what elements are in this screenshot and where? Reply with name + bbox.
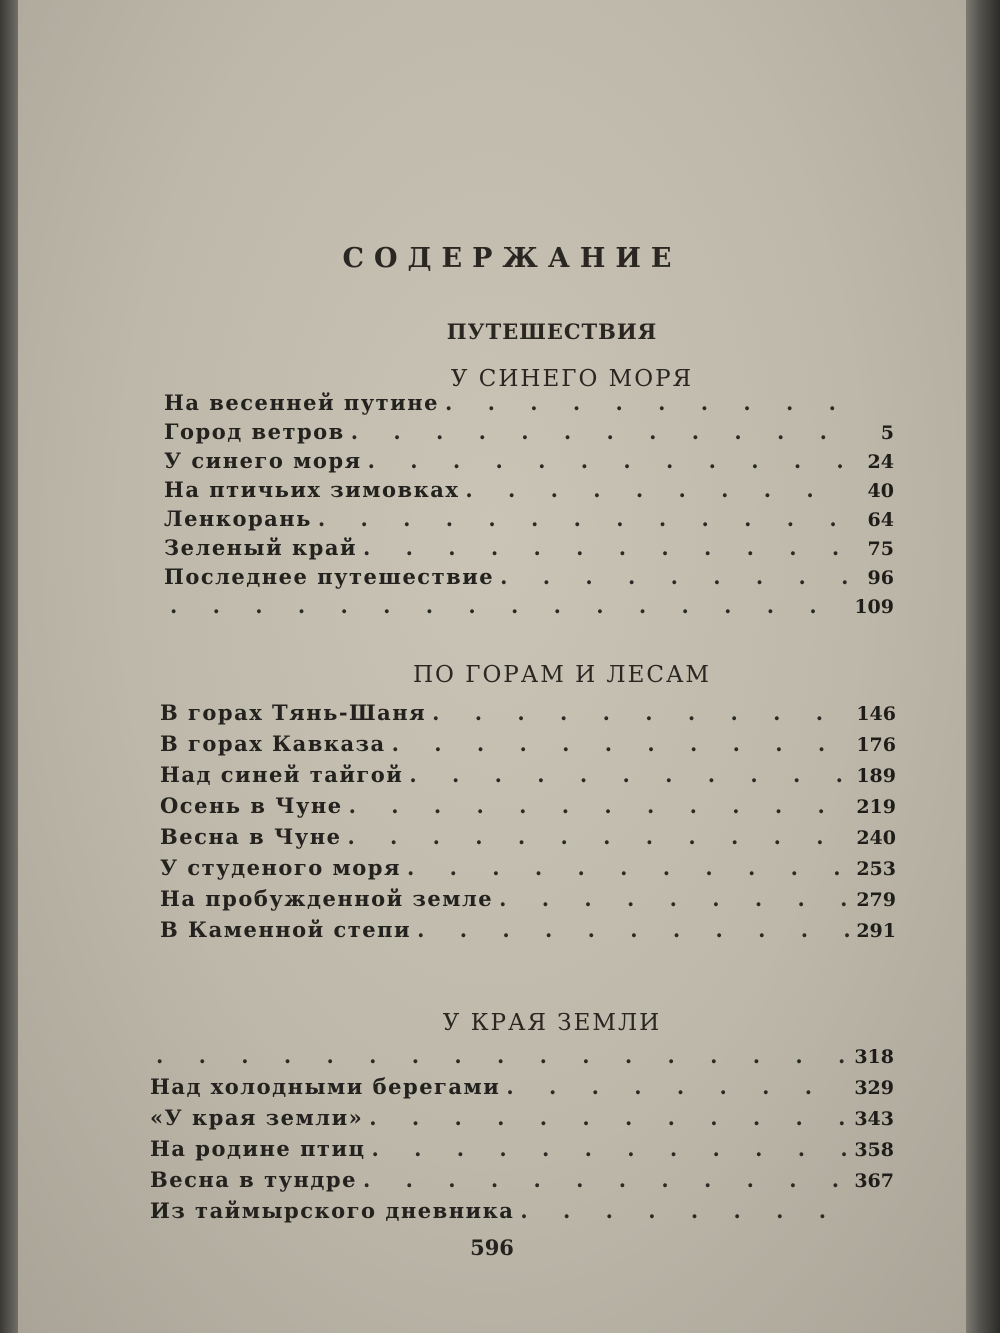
toc-entry-title: В Каменной степи — [160, 917, 412, 942]
toc-entry — [150, 1167, 894, 1198]
toc-entry-page: 75 — [867, 538, 894, 560]
dot-leader — [363, 535, 850, 560]
toc-entry — [160, 762, 896, 793]
toc-entry-page: 318 — [854, 1046, 894, 1068]
dot-leader — [170, 593, 848, 618]
toc-entry-page: 146 — [856, 703, 896, 725]
toc-entry-page: 343 — [854, 1108, 894, 1130]
toc-entry — [160, 731, 896, 762]
toc-entry-title: Над холодными берегами — [150, 1074, 501, 1099]
toc-section-3 — [150, 1043, 894, 1229]
toc-entry-title: На птичьих зимовках — [164, 477, 460, 502]
toc-entry — [160, 700, 896, 731]
toc-entry-page: 176 — [856, 734, 896, 756]
toc-entry — [160, 855, 896, 886]
toc-entry-title: Над синей тайгой — [160, 762, 404, 787]
toc-entry — [160, 824, 896, 855]
toc-entry — [164, 448, 894, 477]
section-heading: У СИНЕГО МОРЯ — [450, 366, 694, 392]
dot-leader — [500, 564, 850, 589]
toc-entry-page: 240 — [856, 827, 896, 849]
toc-entry — [150, 1136, 894, 1167]
toc-section-2 — [160, 700, 896, 948]
toc-entry-title: Весна в тундре — [150, 1167, 357, 1192]
page-number: 596 — [470, 1235, 514, 1260]
toc-entry-title: Из таймырского дневника — [150, 1198, 515, 1223]
toc-entry-title: Зеленый край — [164, 535, 358, 560]
toc-entry-page: 96 — [867, 567, 894, 589]
toc-entry-page: 329 — [854, 1077, 894, 1099]
toc-entry — [160, 917, 896, 948]
dot-leader — [432, 700, 850, 725]
toc-entry-title: Город ветров — [164, 419, 345, 444]
toc-entry — [150, 1074, 894, 1105]
toc-entry — [164, 535, 894, 564]
dot-leader — [409, 762, 850, 787]
toc-entry — [160, 793, 896, 824]
toc-entry-title: В горах Кавказа — [160, 731, 386, 756]
toc-entry-title: «У края земли» — [150, 1105, 364, 1130]
toc-entry-page: 367 — [854, 1170, 894, 1192]
toc-entry-title: Весна в Чуне — [160, 824, 342, 849]
toc-entry — [164, 564, 894, 593]
dot-leader — [363, 1167, 848, 1192]
dot-leader — [351, 419, 850, 444]
part-title: ПУТЕШЕСТВИЯ — [446, 319, 658, 344]
toc-entry-page: 358 — [854, 1139, 894, 1161]
toc-entry — [164, 506, 894, 535]
contents-title: СОДЕРЖАНИЕ — [342, 243, 682, 274]
dot-leader — [392, 731, 851, 756]
dot-leader — [318, 506, 850, 531]
toc-section-1 — [164, 390, 894, 622]
dot-leader — [499, 886, 850, 911]
toc-entry-page: 189 — [856, 765, 896, 787]
dot-leader — [156, 1043, 848, 1068]
toc-entry-page: 109 — [854, 596, 894, 618]
toc-entry — [150, 1043, 894, 1074]
dot-leader — [347, 824, 850, 849]
section-heading: ПО ГОРАМ И ЛЕСАМ — [413, 662, 711, 688]
toc-entry — [150, 1198, 894, 1229]
toc-entry-title: На родине птиц — [150, 1136, 366, 1161]
dot-leader — [445, 390, 850, 415]
toc-entry-title: У синего моря — [164, 448, 362, 473]
toc-entry-page: 5 — [880, 422, 894, 444]
dot-leader — [349, 793, 851, 818]
toc-entry — [164, 593, 894, 622]
dot-leader — [520, 1198, 850, 1223]
toc-entry-page: 40 — [867, 480, 894, 502]
dot-leader — [372, 1136, 849, 1161]
dot-leader — [417, 917, 850, 942]
dot-leader — [407, 855, 850, 880]
toc-entry — [150, 1105, 894, 1136]
toc-entry-page: 219 — [856, 796, 896, 818]
toc-entry-title: Последнее путешествие — [164, 564, 495, 589]
toc-entry-page: 64 — [867, 509, 894, 531]
toc-entry-page: 291 — [856, 920, 896, 942]
dot-leader — [369, 1105, 848, 1130]
toc-entry-title: На весенней путине — [164, 390, 439, 415]
toc-entry — [164, 477, 894, 506]
dot-leader — [465, 477, 850, 502]
toc-entry-title: Ленкорань — [164, 506, 312, 531]
toc-entry-title: У студеного моря — [160, 855, 401, 880]
toc-entry-title: На пробужденной земле — [160, 886, 494, 911]
toc-entry-page: 279 — [856, 889, 896, 911]
toc-entry-page: 253 — [856, 858, 896, 880]
toc-entry-title: В горах Тянь-Шаня — [160, 700, 427, 725]
dot-leader — [506, 1074, 848, 1099]
toc-entry-page: 24 — [867, 451, 894, 473]
toc-entry — [164, 390, 894, 419]
section-heading: У КРАЯ ЗЕМЛИ — [442, 1010, 662, 1036]
dot-leader — [368, 448, 850, 473]
toc-entry-title: Осень в Чуне — [160, 793, 343, 818]
book-page — [18, 0, 966, 1333]
toc-entry — [160, 886, 896, 917]
toc-entry — [164, 419, 894, 448]
